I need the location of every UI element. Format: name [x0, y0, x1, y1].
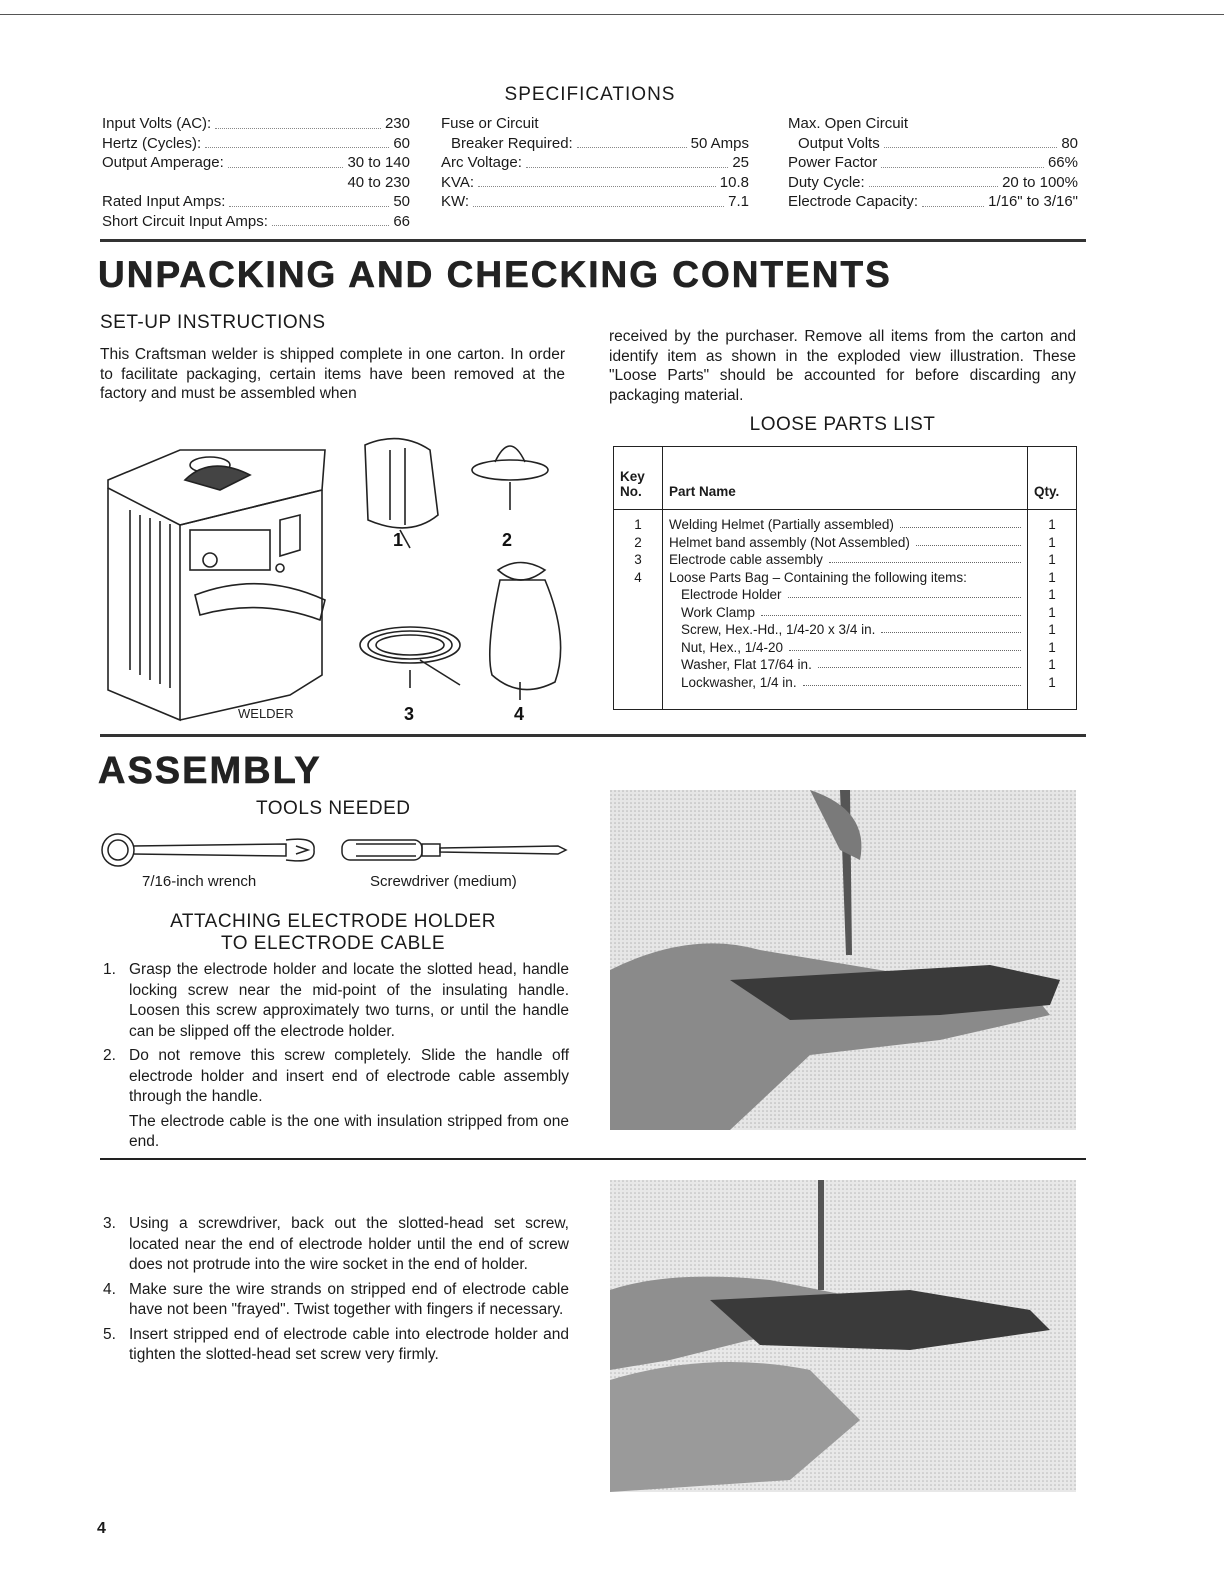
- spec-column-3: [788, 114, 1078, 212]
- table-row: 4 Loose Parts Bag – Containing the following items: 1: [614, 569, 1077, 587]
- table-row: Work Clamp 1: [614, 604, 1077, 622]
- spec-value: 66: [393, 212, 410, 230]
- table-row: Screw, Hex.-Hd., 1/4-20 x 3/4 in. 1: [614, 621, 1077, 639]
- table-row: 1 Welding Helmet (Partially assembled) 1: [614, 510, 1077, 534]
- spec-value: 230: [384, 115, 410, 132]
- assembly-step: 2. Do not remove this screw completely. Slide the handle off electrode holder and insert end of electrode cable assembly through the handle.: [103, 1047, 569, 1105]
- col-key-header: Key No.: [614, 447, 663, 510]
- loose-parts-rows: [614, 510, 1077, 710]
- unpacking-heading: UNPACKING AND CHECKING CONTENTS: [98, 254, 892, 295]
- section-divider: [100, 1158, 1086, 1160]
- spec-value: 20 to 100%: [1002, 173, 1078, 191]
- helmet-band-drawing: [472, 460, 548, 480]
- steps-list-a: [103, 960, 569, 1108]
- spec-row: Short Circuit Input Amps: 66: [102, 212, 410, 230]
- spec-value: 25: [732, 154, 749, 171]
- helmet-drawing: [365, 439, 438, 528]
- spec-value: 40 to 230: [347, 173, 410, 191]
- table-row: 2 Helmet band assembly (Not Assembled) 1: [614, 534, 1077, 552]
- page-number: 4: [97, 1520, 106, 1537]
- tool-wrench-label: 7/16-inch wrench: [142, 873, 257, 890]
- assembly-step: 3. Using a screwdriver, back out the slotted-head set screw, located near the end of electrode holder until the end of screw does not protrude into the wire socket in the end of holder.: [103, 1215, 569, 1273]
- section-divider: [100, 734, 1086, 737]
- spec-value: 60: [393, 134, 410, 152]
- spec-row: [102, 173, 410, 193]
- spec-row: KVA: 10.8: [441, 173, 749, 191]
- welder-label: WELDER: [238, 706, 294, 721]
- attaching-subheading: ATTACHING ELECTRODE HOLDER TO ELECTRODE CABLE: [170, 911, 496, 954]
- spec-row: Rated Input Amps: 50: [102, 193, 410, 210]
- col-part-name-header: Part Name: [663, 447, 1028, 510]
- photo-loosen-handle-screw: [610, 790, 1076, 1130]
- spec-row: Arc Voltage: 25: [441, 154, 749, 171]
- spec-row: KW: 7.1: [441, 193, 749, 210]
- table-row: 3 Electrode cable assembly 1: [614, 551, 1077, 569]
- tools-illustration: [96, 826, 576, 874]
- assembly-heading: ASSEMBLY: [98, 750, 322, 792]
- spec-value: 7.1: [728, 193, 749, 210]
- tools-needed-heading: TOOLS NEEDED: [256, 798, 411, 819]
- steps-list-b: [103, 1214, 569, 1366]
- cable-drawing: [360, 627, 460, 663]
- spec-column-2: [441, 114, 749, 212]
- spec-row: Hertz (Cycles): 60: [102, 134, 410, 152]
- callout-1: 1: [393, 530, 404, 550]
- spec-row: Fuse or Circuit: [441, 115, 539, 132]
- spec-row: Power Factor 66%: [788, 154, 1078, 171]
- steps-group-b: [103, 1214, 569, 1370]
- photo-tighten-set-screw: [610, 1180, 1076, 1492]
- exploded-view-illustration: [100, 420, 600, 730]
- screwdriver-icon: [342, 840, 566, 860]
- section-divider: [100, 239, 1086, 242]
- parts-bag-drawing: [490, 580, 561, 690]
- tool-screwdriver-label: Screwdriver (medium): [370, 873, 517, 890]
- setup-paragraph-left: This Craftsman welder is shipped complete in one carton. In order to facilitate packaging, certain items have been removed at the factory and must be assembled when: [100, 346, 565, 402]
- spec-value: 80: [1061, 134, 1078, 152]
- wrench-icon: [102, 834, 314, 866]
- spec-column-1: [102, 114, 410, 231]
- callout-2: 2: [502, 530, 513, 550]
- spec-row: Max. Open Circuit: [788, 115, 909, 132]
- callout-3: 3: [404, 704, 415, 724]
- specifications-title: SPECIFICATIONS: [504, 84, 676, 105]
- steps-group-a: [103, 960, 569, 1153]
- setup-instructions-heading: SET-UP INSTRUCTIONS: [100, 312, 326, 333]
- spec-value: 1/16" to 3/16": [988, 193, 1078, 210]
- loose-parts-title: LOOSE PARTS LIST: [749, 414, 936, 435]
- spec-row: Breaker Required: 50 Amps: [451, 134, 749, 152]
- table-row: Lockwasher, 1/4 in. 1: [614, 674, 1077, 692]
- col-qty-header: Qty.: [1028, 447, 1077, 510]
- assembly-step: 1. Grasp the electrode holder and locate the slotted head, handle locking screw near the mid-point of the insulating handle. Loosen this screw approximately two turns, or until the handle can be slipped off the electrode holder.: [103, 961, 569, 1040]
- table-row: Nut, Hex., 1/4-20 1: [614, 639, 1077, 657]
- spec-row: Duty Cycle: 20 to 100%: [788, 173, 1078, 191]
- spec-row: Output Amperage: 30 to 140: [102, 154, 410, 171]
- spec-row: Output Volts 80: [798, 134, 1078, 152]
- assembly-step: 5. Insert stripped end of electrode cable into electrode holder and tighten the slotted-head set screw very firmly.: [103, 1325, 569, 1363]
- spec-value: 30 to 140: [347, 154, 410, 171]
- table-row: Electrode Holder 1: [614, 586, 1077, 604]
- spec-value: 50: [393, 193, 410, 210]
- table-row: Washer, Flat 17/64 in. 1: [614, 656, 1077, 674]
- spec-row: Input Volts (AC): 230: [102, 115, 410, 132]
- cable-note: The electrode cable is the one with insulation stripped from one end.: [129, 1112, 569, 1150]
- assembly-step: 4. Make sure the wire strands on stripped end of electrode cable have not been "frayed". Twist together with fingers if necessary.: [103, 1280, 569, 1318]
- top-rule: [0, 14, 1224, 15]
- spec-row: Electrode Capacity: 1/16" to 3/16": [788, 193, 1078, 210]
- spec-value: 50 Amps: [690, 134, 749, 152]
- loose-parts-table: [613, 446, 1077, 710]
- spec-value: 66%: [1047, 154, 1078, 171]
- callout-4: 4: [514, 704, 525, 724]
- setup-paragraph-right: received by the purchaser. Remove all items from the carton and identify item as shown in the exploded view illustration. These "Loose Parts" should be accounted for before discarding any packaging material.: [609, 328, 1076, 404]
- spec-value: 10.8: [719, 173, 749, 191]
